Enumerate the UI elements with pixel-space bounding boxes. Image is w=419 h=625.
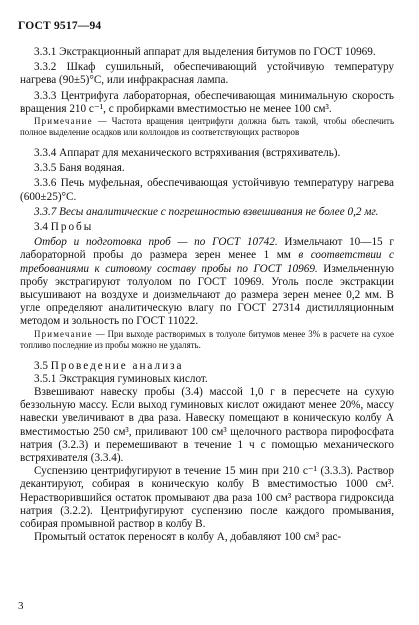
note-2 bbox=[20, 329, 394, 351]
paragraph-3-5-1-b: Суспензию центрифугируют в течение 15 мин при 210 с⁻¹ (3.3.3). Раствор декантируют, собирая в коническую колбу В вместимостью 1000 см³. Нерастворившийся остаток промывают два раза 100 см³ раствора гидроксида натрия (3.2.2). Центрифугируют суспензию после каждого промывания, собирая промывной раствор в колбу В. bbox=[20, 465, 394, 531]
section-3-5-heading bbox=[20, 360, 394, 373]
sampling-intro: Отбор и подготовка проб — по ГОСТ 10742. bbox=[34, 236, 278, 249]
note-2-text: — При выходе растворимых в толуоле битумов менее 3% в расчете на сухое топливо последние из пробы можно не удалять. bbox=[20, 328, 394, 350]
paragraph-3-3-6: 3.3.6 Печь муфельная, обеспечивающая устойчивую температуру нагрева (600±25)°С. bbox=[20, 177, 394, 203]
section-3-5-number: 3.5 bbox=[34, 359, 48, 372]
paragraph-3-5-1-c: Промытый остаток переносят в колбу А, добавляют 100 см³ рас- bbox=[34, 531, 342, 544]
page-content bbox=[20, 46, 394, 545]
note-2-label: Примечание bbox=[34, 328, 93, 339]
sampling-text-b: в соответствии с требованиями к ситовому составу пробы по ГОСТ 10969. bbox=[20, 249, 394, 275]
page-header-title: ГОСТ 9517—94 bbox=[18, 20, 102, 32]
note-1-text: — Частота вращения центрифуги должна быть такой, чтобы обеспечить полное выделение осадков или коллоидов из соответствующих растворов bbox=[20, 116, 394, 138]
paragraph-3-3-5: 3.3.5 Баня водяная. bbox=[34, 162, 125, 175]
section-3-5-title: Проведение анализа bbox=[50, 359, 184, 372]
note-1-label: Примечание bbox=[34, 116, 93, 127]
sampling-text-a: Измельчают 10—15 г лабораторной пробы до размера зерен менее 1 мм bbox=[20, 236, 395, 262]
note-1 bbox=[20, 116, 394, 138]
paragraph-3-3-7: 3.3.7 Весы аналитические с погрешностью взвешивания не более 0,2 мг. bbox=[34, 205, 379, 218]
paragraph-3-3-3: 3.3.3 Центрифуга лабораторная, обеспечивающая минимальную скорость вращения 210 с⁻¹, с пробирками вместимостью не менее 100 см³. bbox=[20, 89, 394, 115]
section-3-4-heading bbox=[20, 221, 394, 234]
paragraph-3-3-2: 3.3.2 Шкаф сушильный, обеспечивающий устойчивую температуру нагрева (90±5)°С, или инфракрасная лампа. bbox=[20, 61, 394, 87]
section-3-4-title: Пробы bbox=[50, 221, 94, 234]
paragraph-3-4 bbox=[20, 236, 394, 328]
paragraph-3-5-1-a: Взвешивают навеску пробы (3.4) массой 1,0 г в пересчете на сухую беззольную массу. Если выход гуминовых кислот ожидают менее 20%, массу навески увеличивают в два раза. Навеску помещают в коническую колбу А вместимостью 250 см³, приливают 100 см³ щелочного раствора пирофосфата натрия (3.2.3) и перемешивают в течение 1 ч с помощью механического встряхивателя (3.3.4). bbox=[20, 386, 394, 465]
sampling-text-c: Измельченную пробу экстрагируют толуолом по ГОСТ 10969. Уголь после экстракции высушивают на воздухе и доизмельчают до размера зерен менее 0,2 мм. В угле определяют аналитическую влагу по ГОСТ 27314 дистилляционным методом и зольность по ГОСТ 11022. bbox=[20, 262, 394, 328]
paragraph-3-3-1: 3.3.1 Экстракционный аппарат для выделения битумов по ГОСТ 10969. bbox=[34, 46, 376, 58]
paragraph-3-5-1: 3.5.1 Экстракция гуминовых кислот. bbox=[34, 372, 208, 385]
section-3-4-number: 3.4 bbox=[34, 221, 48, 234]
paragraph-3-3-4: 3.3.4 Аппарат для механического встряхивания (встряхиватель). bbox=[34, 147, 341, 160]
page-number: 3 bbox=[18, 600, 24, 612]
